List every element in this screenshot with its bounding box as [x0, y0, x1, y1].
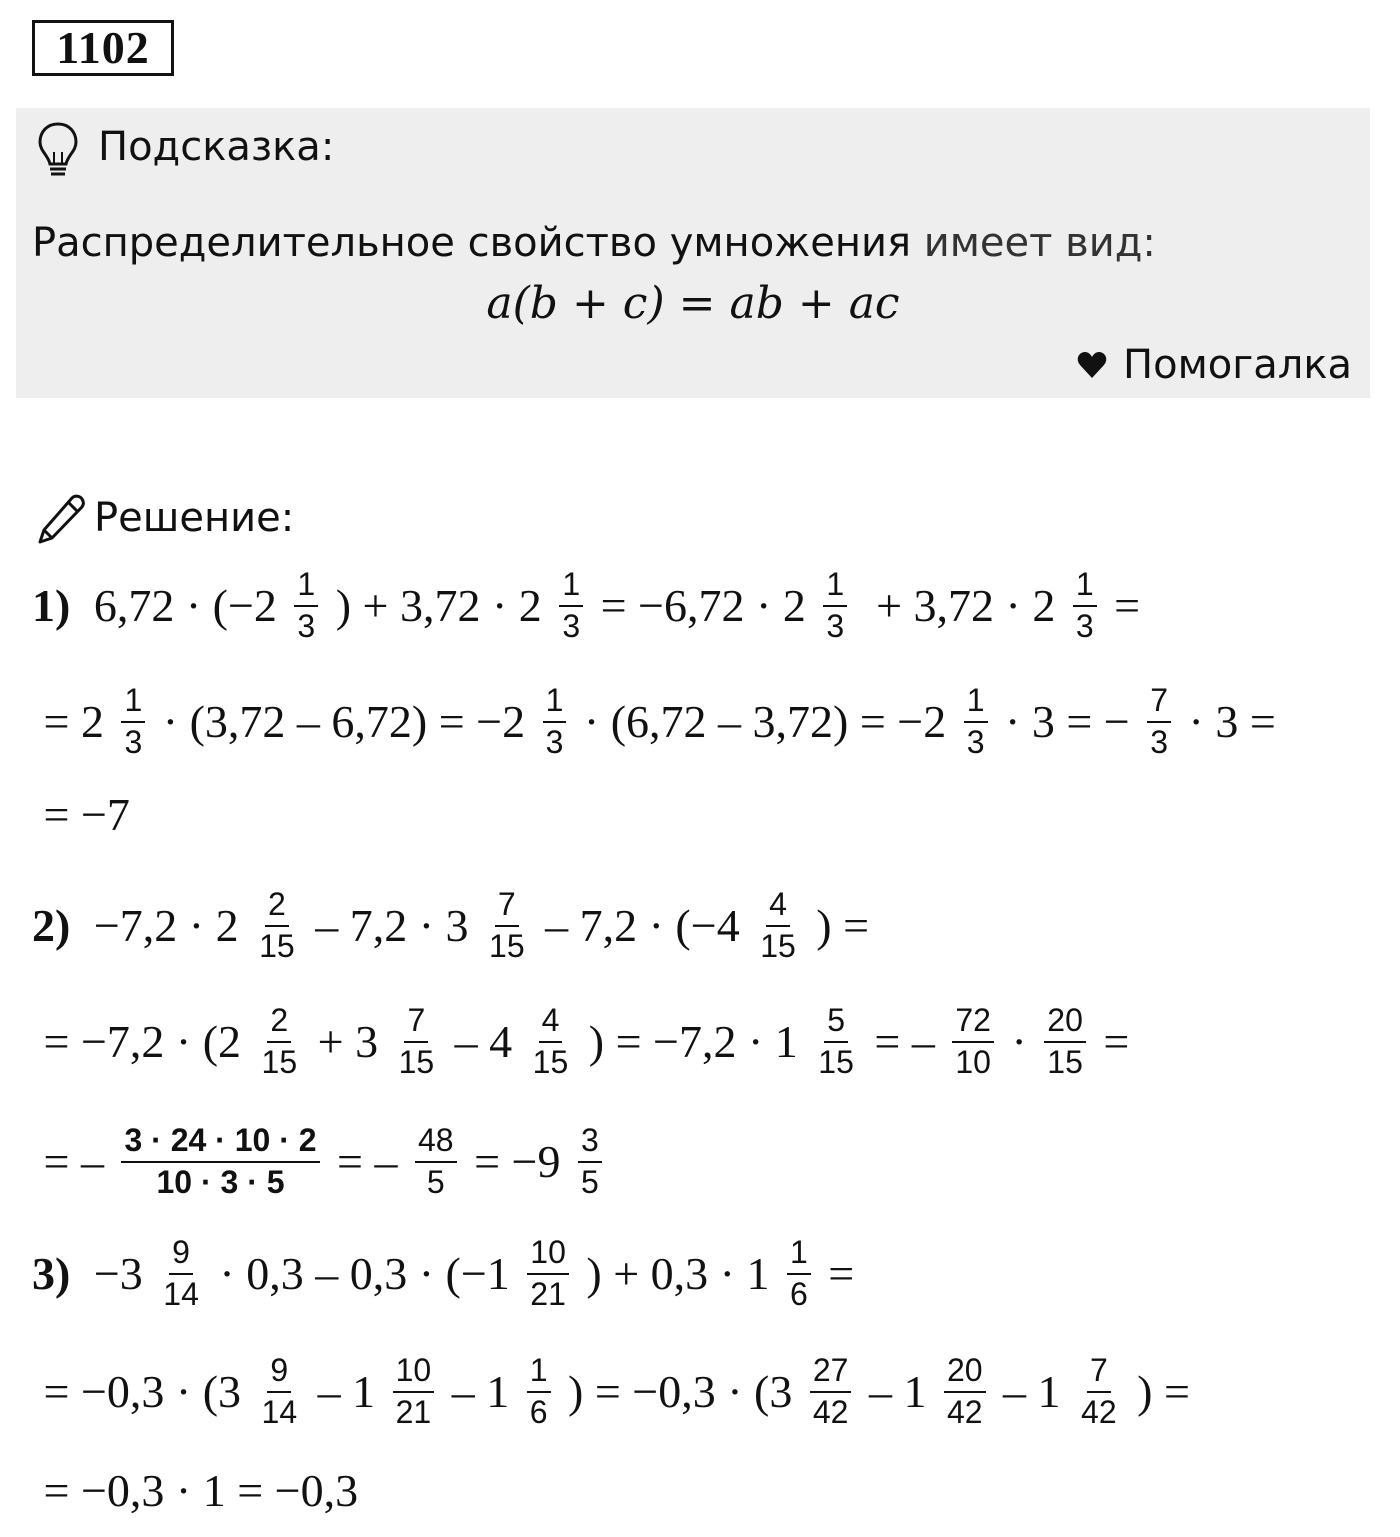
fraction	[294, 568, 318, 643]
numerator: 1	[787, 1236, 811, 1275]
denominator: 3	[1150, 723, 1169, 760]
denominator: 15	[259, 927, 295, 964]
denominator: 21	[395, 1393, 432, 1430]
denominator: 15	[1047, 1043, 1083, 1080]
numerator: 9	[169, 1236, 193, 1275]
fraction	[1078, 1354, 1120, 1429]
solution-line	[32, 888, 881, 963]
denominator: 3	[966, 723, 985, 760]
solution-line	[32, 1004, 1141, 1079]
expression-text: + 3,72 · 2	[853, 580, 1067, 632]
denominator: 15	[261, 1043, 298, 1080]
expression-text: – 7,2 · (−4	[533, 900, 752, 952]
denominator: 15	[818, 1043, 854, 1080]
fraction	[559, 568, 583, 643]
hint-text-bold: Распределительное свойство умножения	[32, 220, 912, 266]
denominator: 6	[529, 1393, 548, 1430]
heart-icon	[1077, 351, 1107, 379]
fraction	[530, 1004, 572, 1079]
numerator: 3 · 24 · 10 · 2	[121, 1124, 319, 1163]
solution-title: Решение:	[94, 495, 295, 541]
fraction	[415, 1124, 457, 1199]
numerator: 7	[1087, 1354, 1111, 1393]
fraction	[578, 1124, 602, 1199]
denominator: 6	[789, 1275, 808, 1312]
expression-text: · 3 = −	[993, 696, 1142, 748]
fraction	[160, 1236, 202, 1311]
denominator: 42	[946, 1393, 983, 1430]
numerator: 7	[1147, 684, 1171, 723]
expression-text: =	[1102, 580, 1152, 632]
solution-line	[32, 1464, 370, 1517]
expression-text: = −7	[32, 789, 142, 840]
fraction	[1147, 684, 1171, 759]
expression-text: −7,2 · 2	[82, 900, 251, 952]
expression-text: =	[816, 1248, 866, 1300]
solution-line	[32, 568, 1152, 643]
denominator: 15	[532, 1043, 569, 1080]
fraction	[396, 1004, 438, 1079]
hint-box	[16, 108, 1370, 398]
fraction	[486, 888, 528, 963]
denominator: 5	[426, 1163, 445, 1200]
expression-text: · (6,72 – 3,72) = −2	[572, 696, 958, 748]
expression-text: = –	[32, 1136, 116, 1188]
hint-title: Подсказка:	[98, 124, 335, 170]
numerator: 1	[559, 568, 583, 607]
solution-header	[34, 490, 294, 546]
numerator: 1	[823, 568, 847, 607]
denominator: 5	[580, 1163, 599, 1200]
denominator: 14	[163, 1275, 199, 1312]
numerator: 9	[267, 1354, 291, 1393]
fraction	[527, 1236, 569, 1311]
expression-text: = −9	[462, 1136, 572, 1188]
expression-text: 6,72 · (−2	[82, 580, 289, 632]
numerator: 20	[944, 1354, 986, 1393]
denominator: 15	[398, 1043, 435, 1080]
fraction	[810, 1354, 852, 1429]
solution-line	[32, 1354, 1201, 1429]
expression-text: + 3	[306, 1016, 390, 1068]
numerator: 3	[578, 1124, 602, 1163]
step-label: 3)	[32, 1248, 71, 1300]
denominator: 3	[545, 723, 564, 760]
expression-text: ) =	[804, 900, 881, 952]
denominator: 21	[530, 1275, 566, 1312]
numerator: 4	[766, 888, 790, 927]
numerator: 1	[527, 1354, 551, 1393]
hint-formula: a(b + c) = ab + ac	[486, 278, 900, 329]
hint-text	[32, 220, 1156, 266]
denominator: 15	[760, 927, 796, 964]
fraction	[121, 684, 145, 759]
solution-line	[32, 1124, 608, 1199]
numerator: 20	[1044, 1004, 1086, 1043]
denominator: 3	[297, 607, 316, 644]
fraction	[787, 1236, 811, 1311]
expression-text: ) + 3,72 · 2	[324, 580, 554, 632]
numerator: 10	[527, 1236, 569, 1275]
pencil-icon	[34, 490, 88, 546]
expression-text: – 4	[443, 1016, 524, 1068]
expression-text: – 1	[306, 1366, 387, 1418]
solution-line	[32, 684, 1287, 759]
numerator: 1	[121, 684, 145, 723]
brand	[1077, 342, 1352, 388]
fraction	[393, 1354, 435, 1429]
lightbulb-icon	[36, 120, 80, 180]
fraction	[964, 684, 988, 759]
expression-text: ) + 0,3 · 1	[574, 1248, 781, 1300]
fraction	[815, 1004, 857, 1079]
expression-text: = 2	[32, 696, 116, 748]
fraction	[121, 1124, 319, 1199]
expression-text: · 0,3 – 0,3 · (−1	[207, 1248, 522, 1300]
expression-text: = −0,3 · 1 = −0,3	[32, 1465, 370, 1516]
expression-text: = −6,72 · 2	[589, 580, 818, 632]
expression-text: = −0,3 · (3	[32, 1366, 253, 1418]
expression-text: ) = −0,3 · (3	[556, 1366, 804, 1418]
fraction	[944, 1354, 986, 1429]
numerator: 10	[393, 1354, 435, 1393]
denominator: 42	[1081, 1393, 1117, 1430]
fraction	[1044, 1004, 1086, 1079]
fraction	[259, 1354, 301, 1429]
expression-text: = −7,2 · (2	[32, 1016, 253, 1068]
denominator: 14	[261, 1393, 298, 1430]
numerator: 7	[495, 888, 519, 927]
expression-text: = –	[325, 1136, 409, 1188]
expression-text: =	[1091, 1016, 1141, 1068]
numerator: 1	[294, 568, 318, 607]
brand-name: Помогалка	[1123, 342, 1352, 388]
numerator: 4	[539, 1004, 563, 1043]
denominator: 42	[812, 1393, 849, 1430]
problem-number: 1102	[32, 20, 174, 76]
numerator: 72	[952, 1004, 994, 1043]
denominator: 3	[562, 607, 581, 644]
denominator: 10	[955, 1043, 991, 1080]
numerator: 1	[1073, 568, 1097, 607]
fraction	[952, 1004, 994, 1079]
fraction	[823, 568, 847, 643]
fraction	[259, 1004, 301, 1079]
numerator: 1	[543, 684, 567, 723]
numerator: 27	[810, 1354, 852, 1393]
expression-text: = –	[862, 1016, 947, 1068]
denominator: 15	[489, 927, 525, 964]
expression-text: · (3,72 – 6,72) = −2	[151, 696, 537, 748]
numerator: 5	[824, 1004, 848, 1043]
fraction	[256, 888, 298, 963]
fraction	[527, 1354, 551, 1429]
denominator: 10 · 3 · 5	[156, 1163, 285, 1200]
expression-text: ) =	[1125, 1366, 1202, 1418]
expression-text: −3	[82, 1248, 155, 1300]
expression-text: – 1	[440, 1366, 521, 1418]
fraction	[757, 888, 799, 963]
denominator: 3	[124, 723, 143, 760]
denominator: 3	[826, 607, 845, 644]
step-label: 1)	[32, 580, 71, 632]
expression-text: · 3 =	[1177, 696, 1288, 748]
solution-line	[32, 788, 141, 841]
expression-text: ·	[999, 1016, 1039, 1068]
expression-text: – 7,2 · 3	[303, 900, 481, 952]
step-label: 2)	[32, 900, 71, 952]
numerator: 7	[404, 1004, 428, 1043]
numerator: 2	[267, 1004, 291, 1043]
solution-line	[32, 1236, 866, 1311]
expression-text: – 1	[991, 1366, 1073, 1418]
expression-text: – 1	[857, 1366, 938, 1418]
numerator: 2	[265, 888, 289, 927]
hint-text-rest: имеет вид:	[911, 220, 1156, 266]
numerator: 1	[964, 684, 988, 723]
expression-text: ) = −7,2 · 1	[577, 1016, 810, 1068]
fraction	[543, 684, 567, 759]
numerator: 48	[415, 1124, 457, 1163]
fraction	[1073, 568, 1097, 643]
denominator: 3	[1075, 607, 1094, 644]
